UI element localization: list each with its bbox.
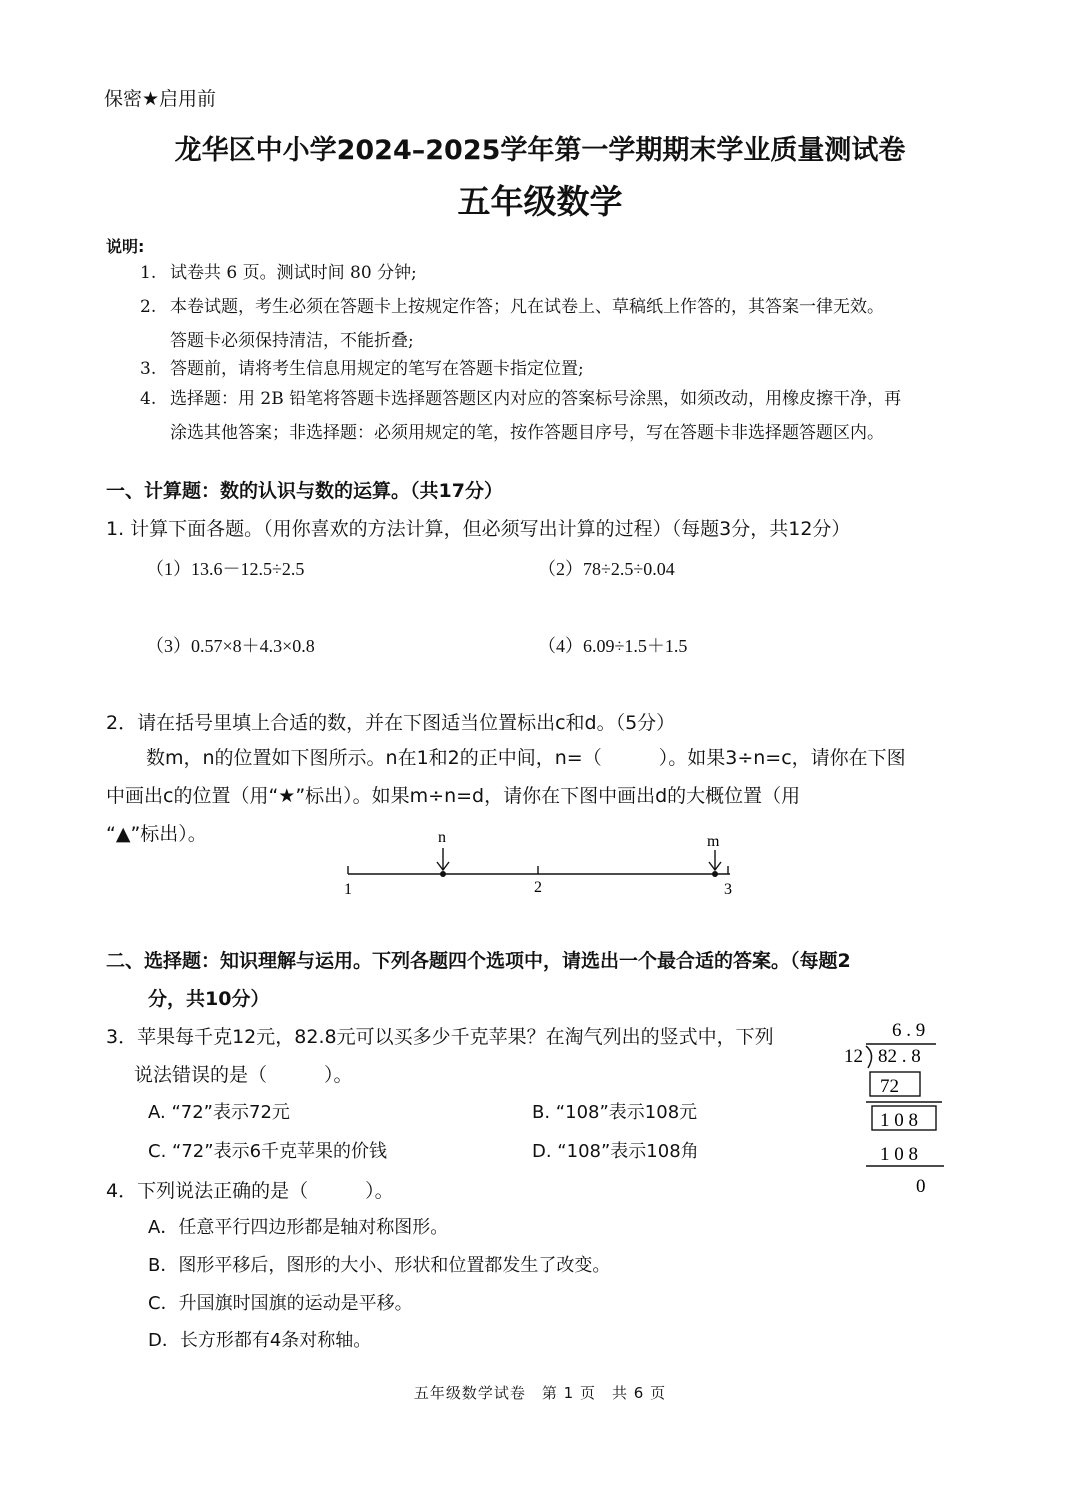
q3-option-d: D. “108”表示108角 [532,1141,699,1162]
confidential-label: 保密★启用前 [104,88,217,110]
calc-item-1: （1）13.6－12.5÷2.5 [146,559,305,579]
section2-title: 二、选择题：知识理解与运用。下列各题四个选项中，请选出一个最合适的答案。（每题2 [106,950,851,972]
note-text: 本卷试题，考生必须在答题卡上按规定作答；凡在试卷上、草稿纸上作答的，其答案一律无效。 [170,297,884,317]
q3-option-a: A. “72”表示72元 [148,1102,290,1123]
division-divisor: 12 [844,1046,863,1067]
division-quotient: 6 . 9 [892,1020,926,1041]
division-dividend: 82 . 8 [878,1046,921,1067]
note-number: 3. [140,359,157,379]
label-1: 1 [344,881,352,898]
note-item [140,256,970,290]
note-number: 1. [140,263,157,283]
note-continuation: 涂选其他答案；非选择题：必须用规定的笔，按作答题目序号，写在答题卡非选择题答题区内。 [170,423,884,443]
q2-line-1: 数m，n的位置如下图所示。n在1和2的正中间，n=（ ）。如果3÷n=c，请你在下图 [146,747,906,769]
note-number: 4. [140,389,157,409]
note-text: 选择题：用 2B 铅笔将答题卡选择题答题区内对应的答案标号涂黑，如须改动，用橡皮擦干净，再 [170,389,902,409]
calc-item-2: （2）78÷2.5÷0.04 [538,559,675,579]
question-1: 1. 计算下面各题。（用你喜欢的方法计算，但必须写出计算的过程）（每题3分，共12分） [106,518,851,540]
q3-option-b: B. “108”表示108元 [532,1102,698,1123]
point-m [707,833,721,877]
label-m: m [707,833,720,850]
question-3-cont: 说法错误的是（ ）。 [134,1064,353,1086]
section1-title: 一、计算题：数的认识与数的运算。（共17分） [106,480,503,502]
calc-item-4: （4）6.09÷1.5＋1.5 [538,636,688,656]
note-text: 答题前，请将考生信息用规定的笔写在答题卡指定位置; [170,359,584,379]
note-item [140,382,970,450]
exam-title: 龙华区中小学2024–2025学年第一学期期末学业质量测试卷 [174,135,906,166]
long-division [836,1012,956,1198]
q2-line-2: 中画出c的位置（用“★”标出）。如果m÷n=d，请你在下图中画出d的大概位置（用 [106,785,801,807]
question-3: 3．苹果每千克12元，82.8元可以买多少千克苹果？在淘气列出的竖式中，下列 [106,1026,774,1048]
note-item [140,290,970,358]
label-2: 2 [534,879,542,896]
division-remainder: 0 [916,1176,926,1197]
q3-option-c: C. “72”表示6千克苹果的价钱 [148,1141,388,1162]
division-step-108a: 1 0 8 [880,1110,918,1131]
division-step-108b: 1 0 8 [880,1144,918,1165]
label-3: 3 [724,881,732,898]
q4-option-c: C．升国旗时国旗的运动是平移。 [148,1293,413,1314]
division-bracket [866,1046,872,1068]
note-continuation: 答题卡必须保持清洁，不能折叠; [170,331,414,351]
question-2: 2．请在括号里填上合适的数，并在下图适当位置标出c和d。（5分） [106,712,676,734]
exam-subtitle: 五年级数学 [457,182,623,221]
division-step-72: 72 [880,1076,899,1097]
q2-line-3: “▲”标出）。 [106,823,207,845]
q4-option-b: B．图形平移后，图形的大小、形状和位置都发生了改变。 [148,1255,611,1276]
q4-option-d: D．长方形都有4条对称轴。 [148,1330,372,1351]
notes-label: 说明: [106,237,145,256]
question-4: 4．下列说法正确的是（ ）。 [106,1180,394,1202]
calc-item-3: （3）0.57×8＋4.3×0.8 [146,636,315,656]
q4-option-a: A．任意平行四边形都是轴对称图形。 [148,1217,449,1238]
note-item [140,352,970,386]
page-footer: 五年级数学试卷 第 1 页 共 6 页 [413,1384,667,1402]
section2-title-cont: 分，共10分） [148,988,270,1010]
number-line [330,820,750,910]
point-n [437,829,449,877]
note-number: 2. [140,297,157,317]
note-text: 试卷共 6 页。测试时间 80 分钟; [170,263,417,283]
label-n: n [438,829,446,846]
